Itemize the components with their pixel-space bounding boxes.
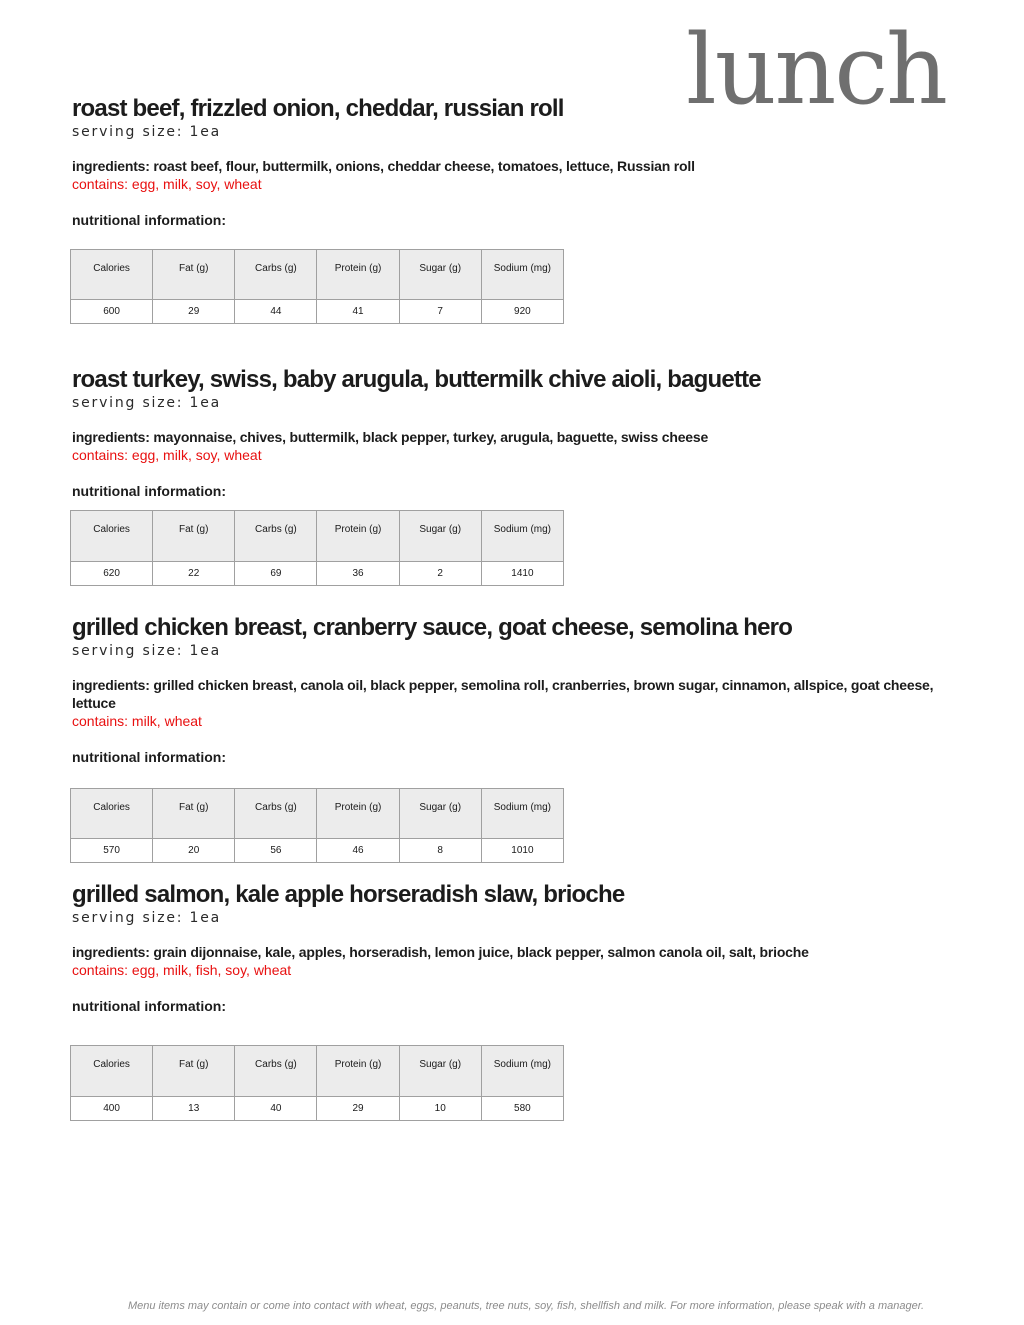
sodium-value: 580 — [481, 1097, 563, 1121]
fat-value: 29 — [153, 300, 235, 324]
column-header: Sodium (mg) — [481, 250, 563, 300]
column-header: Sodium (mg) — [481, 789, 563, 839]
protein-value: 36 — [317, 562, 399, 586]
allergens-text: contains: egg, milk, fish, soy, wheat — [72, 962, 292, 978]
menu-item — [72, 881, 952, 1114]
nutrition-table — [70, 510, 564, 586]
sodium-value: 1410 — [481, 562, 563, 586]
column-header: Sodium (mg) — [481, 1046, 563, 1097]
column-header: Calories — [71, 511, 153, 562]
column-header: Carbs (g) — [235, 250, 317, 300]
column-header: Carbs (g) — [235, 789, 317, 839]
item-title: grilled chicken breast, cranberry sauce, goat cheese, semolina hero — [72, 614, 793, 641]
column-header: Fat (g) — [153, 789, 235, 839]
nutrition-heading: nutritional information: — [72, 998, 226, 1014]
ingredients-text: ingredients: grain dijonnaise, kale, apples, horseradish, lemon juice, black pepper, salmon canola oil, salt, brioche — [72, 944, 809, 960]
calories-value: 570 — [71, 839, 153, 863]
menu-section-title: lunch — [686, 14, 946, 126]
column-header: Sugar (g) — [399, 789, 481, 839]
carbs-value: 40 — [235, 1097, 317, 1121]
column-header: Sugar (g) — [399, 1046, 481, 1097]
sodium-value: 920 — [481, 300, 563, 324]
nutrition-heading: nutritional information: — [72, 212, 226, 228]
sodium-value: 1010 — [481, 839, 563, 863]
sugar-value: 7 — [399, 300, 481, 324]
nutrition-heading: nutritional information: — [72, 483, 226, 499]
carbs-value: 56 — [235, 839, 317, 863]
serving-size: serving size: 1ea — [72, 910, 222, 926]
protein-value: 41 — [317, 300, 399, 324]
protein-value: 29 — [317, 1097, 399, 1121]
nutrition-table — [70, 788, 564, 863]
column-header: Sugar (g) — [399, 250, 481, 300]
column-header: Carbs (g) — [235, 1046, 317, 1097]
menu-item — [72, 366, 952, 579]
carbs-value: 44 — [235, 300, 317, 324]
protein-value: 46 — [317, 839, 399, 863]
column-header: Calories — [71, 250, 153, 300]
serving-size: serving size: 1ea — [72, 124, 222, 140]
ingredients-text: ingredients: roast beef, flour, buttermilk, onions, cheddar cheese, tomatoes, lettuce, Russian roll — [72, 158, 695, 174]
ingredients-text: ingredients: mayonnaise, chives, buttermilk, black pepper, turkey, arugula, baguette, swiss cheese — [72, 429, 709, 445]
calories-value: 600 — [71, 300, 153, 324]
nutrition-table — [70, 249, 564, 324]
sugar-value: 10 — [399, 1097, 481, 1121]
item-title: roast beef, frizzled onion, cheddar, russian roll — [72, 95, 564, 122]
fat-value: 20 — [153, 839, 235, 863]
sugar-value: 8 — [399, 839, 481, 863]
allergens-text: contains: egg, milk, soy, wheat — [72, 447, 262, 463]
column-header: Protein (g) — [317, 250, 399, 300]
column-header: Calories — [71, 1046, 153, 1097]
calories-value: 620 — [71, 562, 153, 586]
sugar-value: 2 — [399, 562, 481, 586]
column-header: Fat (g) — [153, 1046, 235, 1097]
serving-size: serving size: 1ea — [72, 643, 222, 659]
column-header: Protein (g) — [317, 789, 399, 839]
column-header: Carbs (g) — [235, 511, 317, 562]
column-header: Fat (g) — [153, 250, 235, 300]
fat-value: 13 — [153, 1097, 235, 1121]
serving-size: serving size: 1ea — [72, 395, 222, 411]
item-title: roast turkey, swiss, baby arugula, buttermilk chive aioli, baguette — [72, 366, 761, 393]
ingredients-text: ingredients: grilled chicken breast, canola oil, black pepper, semolina roll, cranberries, brown sugar, cinnamon, allspice, goat cheese, lettuce — [72, 677, 934, 711]
calories-value: 400 — [71, 1097, 153, 1121]
column-header: Sugar (g) — [399, 511, 481, 562]
fat-value: 22 — [153, 562, 235, 586]
column-header: Protein (g) — [317, 511, 399, 562]
column-header: Protein (g) — [317, 1046, 399, 1097]
menu-item — [72, 614, 952, 856]
item-title: grilled salmon, kale apple horseradish slaw, brioche — [72, 881, 625, 908]
nutrition-heading: nutritional information: — [72, 749, 226, 765]
column-header: Sodium (mg) — [481, 511, 563, 562]
nutrition-table — [70, 1045, 564, 1121]
allergens-text: contains: milk, wheat — [72, 713, 202, 729]
allergen-disclaimer: Menu items may contain or come into contact with wheat, eggs, peanuts, tree nuts, soy, fish, shellfish and milk. For more information, please speak with a manager. — [127, 1300, 925, 1312]
carbs-value: 69 — [235, 562, 317, 586]
allergens-text: contains: egg, milk, soy, wheat — [72, 176, 262, 192]
column-header: Calories — [71, 789, 153, 839]
column-header: Fat (g) — [153, 511, 235, 562]
menu-item — [72, 95, 952, 317]
